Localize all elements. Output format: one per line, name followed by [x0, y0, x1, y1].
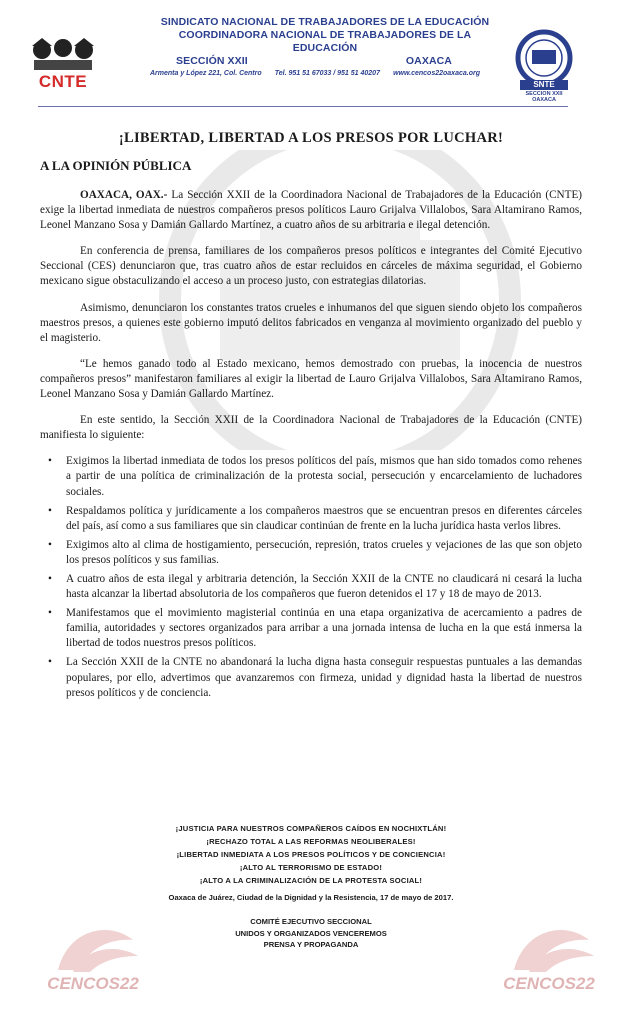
paragraph-4: “Le hemos ganado todo al Estado mexicano, hemos demostrado con pruebas, la inocencia de nuestros compañeros presos” manifestaron familiares al exigir la libertad de Lauro Grijalva Villalobos, Sara Altamirano Ramos, Leonel Manzano Sosa y Damián Gallardo Martínez.	[40, 357, 582, 401]
snte-state-text: OAXACA	[532, 97, 556, 103]
cencos-bird-icon	[494, 920, 604, 976]
website-text: www.cencos22oaxaca.org	[393, 70, 480, 77]
slogan-line: ¡ALTO A LA CRIMINALIZACIÓN DE LA PROTESTA SOCIAL!	[199, 876, 423, 885]
slogans-block	[0, 822, 622, 887]
document-body	[40, 188, 582, 705]
cencos-text: CENCOS22	[503, 974, 595, 993]
bullet-icon: •	[48, 572, 52, 585]
list-item: • Respaldamos política y jurídicamente a los compañeros maestros que se encuentran presos en diferentes cárceles del país, así como a sus familiares que sin claudicar continúan de frente en la lucha jurídica hasta verlos libres.	[48, 504, 582, 532]
organization-name	[160, 16, 490, 68]
bullet-icon: •	[48, 656, 52, 669]
paragraph-1	[40, 188, 582, 233]
org-line-2: COORDINADORA NACIONAL DE TRABAJADORES DE LA EDUCACIÓN	[178, 29, 472, 54]
slogan-line: ¡JUSTICIA PARA NUESTROS COMPAÑEROS CAÍDOS EN NOCHIXTLÁN!	[175, 824, 447, 833]
list-item: • A cuatro años de esta ilegal y arbitraria detención, la Sección XXII de la CNTE no claudicará ni cesará la lucha hasta alcanzar la libertad absolutoria de los compañeros que fueron detenidos el 17 y 18 de mayo de 2013.	[48, 572, 582, 601]
list-item: • Exigimos la libertad inmediata de todos los presos políticos del país, mismos que han sido tomados como rehenes a partir de una política de criminalización de la protesta social, persecución y encarcelamiento de luchadores sociales.	[48, 455, 582, 498]
signoff-line: PRENSA Y PROPAGANDA	[263, 940, 359, 949]
slogan-line: ¡ALTO AL TERRORISMO DE ESTADO!	[239, 863, 383, 872]
dateline: OAXACA, OAX.-	[80, 189, 168, 201]
list-item: • Manifestamos que el movimiento magisterial continúa en una etapa organizativa de acercamiento a padres de familia, autoridades y sectores organizados para arribar a una jornada intensa de lucha en la que está inmersa la libertad de todos nuestros presos políticos.	[48, 607, 582, 650]
contact-info	[150, 70, 480, 77]
org-line-1: SINDICATO NACIONAL DE TRABAJADORES DE LA EDUCACIÓN	[160, 16, 490, 28]
slogan-line: ¡RECHAZO TOTAL A LAS REFORMAS NEOLIBERALES!	[206, 837, 416, 846]
org-line-3	[160, 55, 490, 68]
cencos-bird-icon	[38, 920, 148, 976]
bullet-icon: •	[48, 538, 52, 551]
address-text: Armenta y López 221, Col. Centro	[150, 70, 262, 77]
demands-list	[40, 454, 582, 700]
phone-text: Tel. 951 51 67033 / 951 51 40207	[274, 70, 380, 77]
snte-section-text: SECCION XXII	[525, 91, 563, 97]
bullet-icon: •	[48, 607, 52, 620]
paragraph-1-text: La Sección XXII de la Coordinadora Nacional de Trabajadores de la Educación (CNTE) exige la libertad inmediata de nuestros compañeros presos políticos Lauro Grijalva Villalobos, Sara Altamirano Ramos, Leonel Manzano Sosa y Damián Gallardo Martínez, a cuatro años de su arbitraria e ilegal detención.	[40, 189, 583, 232]
cencos-text: CENCOS22	[47, 974, 139, 993]
state-label: OAXACA	[405, 55, 452, 67]
bullet-icon: •	[48, 455, 52, 468]
signoff-line: COMITÉ EJECUTIVO SECCIONAL	[250, 917, 372, 926]
cencos-logo-right	[494, 920, 604, 1000]
section-label: SECCIÓN XXII	[176, 55, 248, 67]
bullet-icon: •	[48, 504, 52, 517]
document-subtitle: A LA OPINIÓN PÚBLICA	[40, 158, 192, 173]
snte-logo-text: SNTE	[533, 80, 555, 89]
paragraph-5: En este sentido, la Sección XXII de la Coordinadora Nacional de Trabajadores de la Educación (CNTE) manifiesta lo siguiente:	[40, 414, 582, 442]
cnte-logo-text: CNTE	[38, 72, 88, 91]
place-date: Oaxaca de Juárez, Ciudad de la Dignidad y la Resistencia, 17 de mayo de 2017.	[168, 893, 454, 902]
signoff-line: UNIDOS Y ORGANIZADOS VENCEREMOS	[235, 928, 387, 938]
cencos-logo-left	[38, 920, 148, 1000]
document-title: ¡LIBERTAD, LIBERTAD A LOS PRESOS POR LUCHAR!	[118, 130, 504, 146]
paragraph-2: En conferencia de prensa, familiares de los compañeros presos políticos e integrantes del Comité Ejecutivo Seccional (CES) denunciaron que, tras cuatro años de estar recluidos en cárceles de máxima seguridad, el Gobierno mexicano sigue obstaculizando el acceso a un proceso justo, con estrategias dilatorias.	[40, 245, 582, 288]
paragraph-3: Asimismo, denunciaron los constantes tratos crueles e inhumanos del que siguen siendo objeto los compañeros maestros presos, a quienes este gobierno imputó delitos fabricados en venganza al movimiento organizado del pueblo y el magisterio.	[40, 301, 582, 344]
list-item: • La Sección XXII de la CNTE no abandonará la lucha digna hasta conseguir respuestas puntuales a las demandas populares, por ello, advertimos que avanzaremos con firmeza, unidad y dignidad hasta la libertad de nuestros presos políticos y de conciencia.	[48, 656, 582, 699]
letterhead	[0, 0, 622, 108]
header-divider	[38, 106, 568, 107]
slogan-line: ¡LIBERTAD INMEDIATA A LOS PRESOS POLÍTICOS Y DE CONCIENCIA!	[176, 850, 446, 859]
list-item: • Exigimos alto al clima de hostigamiento, persecución, represión, tratos crueles y vejaciones de las que son objeto los presos políticos y sus familias.	[48, 538, 582, 566]
